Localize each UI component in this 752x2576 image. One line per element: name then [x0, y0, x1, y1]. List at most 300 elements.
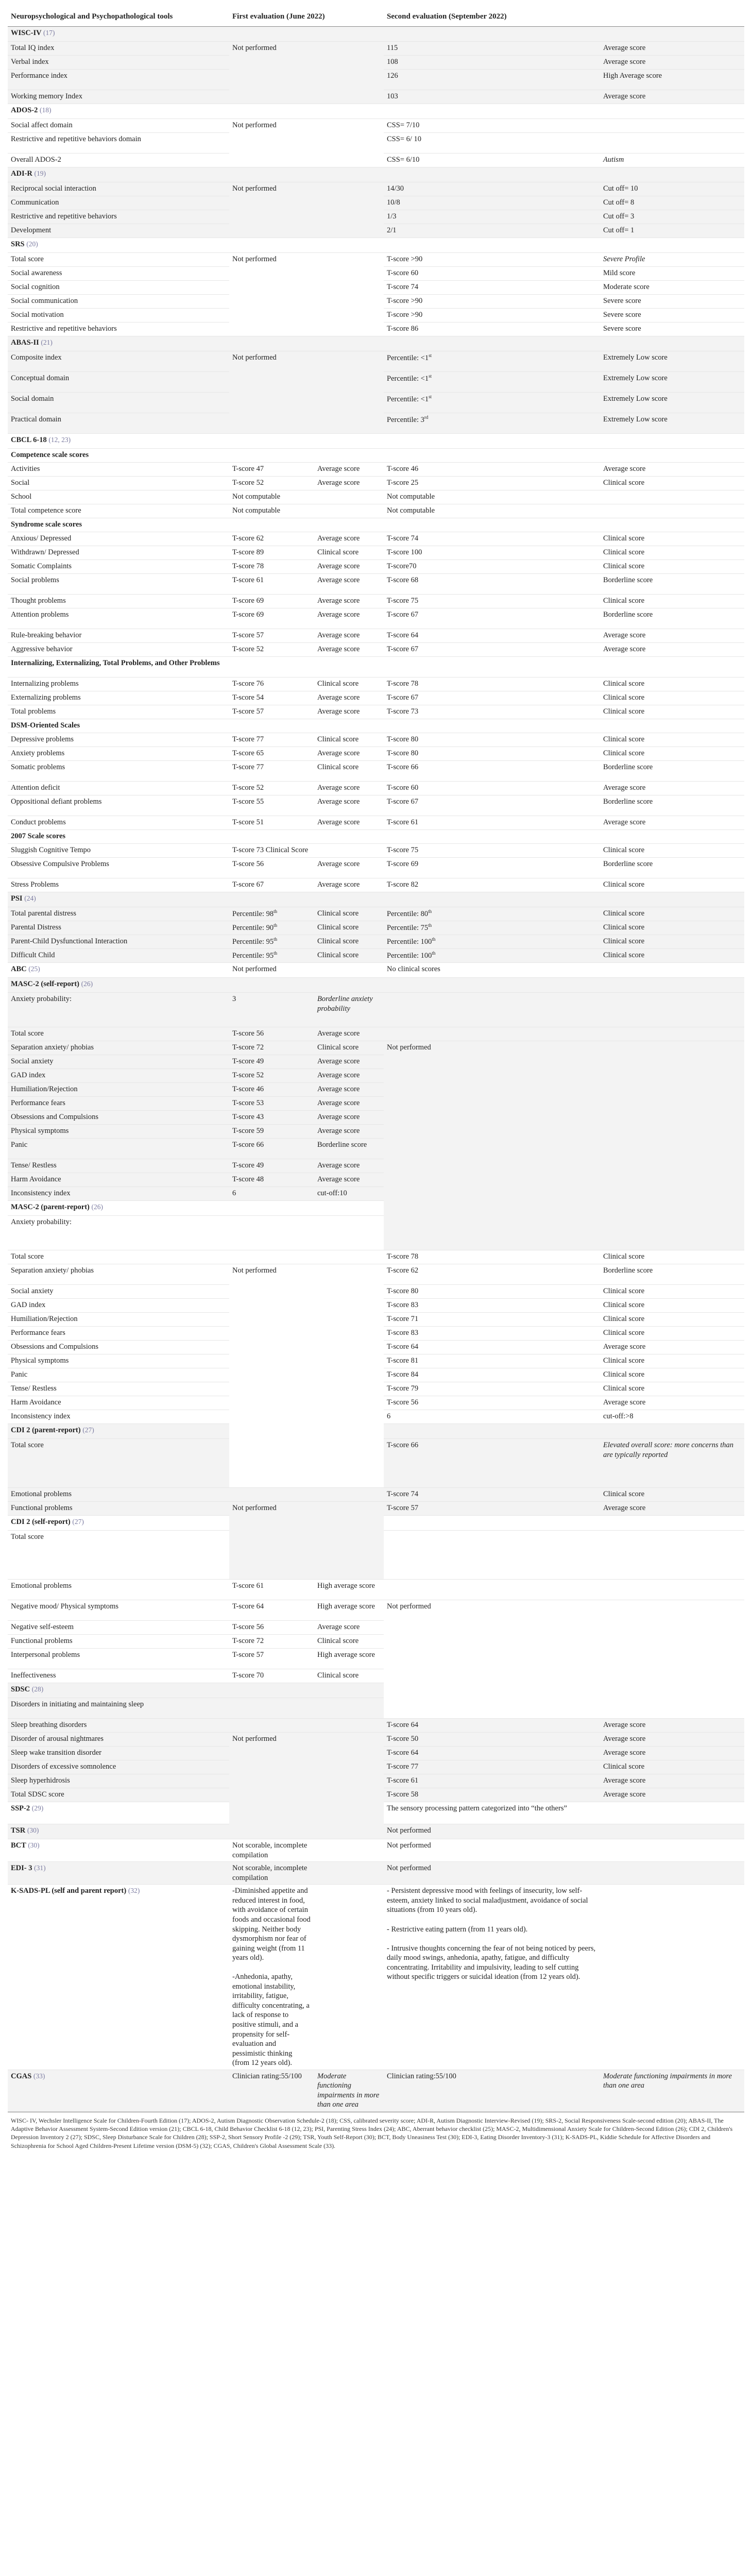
- second-eval-interpretation: [600, 167, 744, 182]
- row-label: Disorders in initiating and maintaining sleep: [8, 1698, 229, 1719]
- row-label: EDI- 3 (31): [8, 1862, 229, 1885]
- second-eval-score: [384, 104, 600, 119]
- second-eval-interpretation: [600, 434, 744, 449]
- first-eval-cell: Not computable: [229, 504, 384, 518]
- row-label: Total score: [8, 1250, 229, 1264]
- table-row: [8, 595, 744, 608]
- first-eval-interpretation: [314, 238, 384, 253]
- reference-citation: (27): [72, 1518, 84, 1526]
- row-label: Parent-Child Dysfunctional Interaction: [8, 935, 229, 949]
- row-label: Reciprocal social interaction: [8, 182, 229, 196]
- table-row: [8, 657, 744, 677]
- row-label: Total score: [8, 253, 229, 267]
- row-label: Depressive problems: [8, 733, 229, 747]
- row-label: Inconsistency index: [8, 1410, 229, 1424]
- row-label: Anxiety probability:: [8, 993, 229, 1027]
- first-eval-score: T-score 77: [229, 761, 314, 782]
- second-eval-interpretation: [600, 1824, 744, 1839]
- row-label: Syndrome scale scores: [8, 518, 229, 532]
- first-eval-cell: Not computable: [229, 490, 384, 504]
- row-label: Total score: [8, 1439, 229, 1488]
- second-eval-score: Not performed: [384, 1839, 600, 1862]
- second-eval-interpretation: Borderline score: [600, 608, 744, 629]
- first-eval-interpretation: Average score: [314, 1621, 384, 1635]
- first-eval-interpretation: Average score: [314, 1111, 384, 1125]
- second-eval-interpretation: Extremely Low score: [600, 372, 744, 393]
- row-label: Anxious/ Depressed: [8, 532, 229, 546]
- row-label: Internalizing, Externalizing, Total Problems, and Other Problems: [8, 657, 229, 677]
- first-eval-interpretation: High average score: [314, 1649, 384, 1669]
- row-label: Social domain: [8, 393, 229, 413]
- second-eval-interpretation: Average score: [600, 1341, 744, 1354]
- first-eval-score: [229, 434, 314, 449]
- table-row: [8, 949, 744, 963]
- second-eval-interpretation: Elevated overall score: more concerns than are typically reported: [600, 1439, 744, 1488]
- second-eval-score: [384, 518, 600, 532]
- second-eval-score: Not performed: [384, 1862, 600, 1885]
- first-eval-score: T-score 49: [229, 1159, 314, 1173]
- second-eval-score: T-score 100: [384, 546, 600, 560]
- first-eval-score: T-score 59: [229, 1125, 314, 1139]
- second-eval-interpretation: Clinical score: [600, 705, 744, 719]
- second-eval-interpretation: Borderline score: [600, 858, 744, 878]
- first-eval-interpretation: Moderate functioning impairments in more than one area: [314, 2070, 384, 2111]
- row-label: Disorder of arousal nightmares: [8, 1733, 229, 1747]
- first-eval-score: [229, 449, 314, 463]
- row-label: Practical domain: [8, 413, 229, 434]
- table-header-row: [8, 7, 744, 27]
- second-eval-score: T-score 80: [384, 733, 600, 747]
- row-label: Overall ADOS-2: [8, 154, 229, 167]
- second-eval-interpretation: [600, 119, 744, 133]
- first-eval-interpretation: [314, 1683, 384, 1698]
- second-eval-score: 14/30: [384, 182, 600, 196]
- row-label: Working memory Index: [8, 90, 229, 104]
- reference-citation: (18): [40, 106, 52, 114]
- first-eval-score: T-score 73 Clinical Score: [229, 844, 314, 858]
- second-eval-interpretation: Severe score: [600, 295, 744, 309]
- row-label: Development: [8, 224, 229, 238]
- table-row: [8, 761, 744, 782]
- second-eval-score: T-score >90: [384, 309, 600, 323]
- second-eval-score: T-score 56: [384, 1396, 600, 1410]
- table-row: [8, 878, 744, 892]
- second-eval-interpretation: Severe score: [600, 323, 744, 336]
- row-label: Sleep wake transition disorder: [8, 1747, 229, 1760]
- first-eval-score: [229, 657, 314, 677]
- second-eval-interpretation: Clinical score: [600, 595, 744, 608]
- second-eval-interpretation: [600, 830, 744, 844]
- second-eval-interpretation: Clinical score: [600, 733, 744, 747]
- second-eval-score: T-score 66: [384, 1439, 600, 1488]
- first-eval-score: Percentile: 98th: [229, 907, 314, 921]
- table-row: [8, 1041, 744, 1055]
- second-eval-score: T-score 64: [384, 629, 600, 643]
- second-eval-score: T-score 75: [384, 844, 600, 858]
- second-eval-interpretation: Average score: [600, 643, 744, 657]
- row-label: Obsessions and Compulsions: [8, 1341, 229, 1354]
- table-row: [8, 993, 744, 1027]
- second-eval-score: T-score 50: [384, 1733, 600, 1747]
- second-eval-interpretation: Cut off= 8: [600, 196, 744, 210]
- second-eval-interpretation: Borderline score: [600, 761, 744, 782]
- second-eval-score: - Persistent depressive mood with feelings of insecurity, low self-esteem, anxiety linked to social maladjustment, avoidance of social situations (from 10 years old). - Restrictive eating pattern (from 11 years old). - Intrusive thoughts concerning the fear of not being noticed by peers, daily mood swings, anhedonia, apathy, fatigue, and difficulty concentrating. Irritability and impulsivity, leading to self cutting without specific triggers or suicidal ideation (from 12 years old).: [384, 1885, 600, 2070]
- row-label: CDI 2 (parent-report) (27): [8, 1424, 229, 1439]
- first-eval-score: [229, 104, 314, 119]
- second-eval-interpretation: [600, 1839, 744, 1862]
- table-row: [8, 532, 744, 546]
- table-row: [8, 504, 744, 518]
- second-eval-score: [384, 657, 600, 677]
- second-eval-score: Percentile: <1st: [384, 393, 600, 413]
- table-section-row: [8, 1885, 744, 2070]
- row-label: Composite index: [8, 351, 229, 372]
- first-eval-interpretation: [314, 963, 384, 978]
- row-label: DSM-Oriented Scales: [8, 719, 229, 733]
- first-eval-score: T-score 77: [229, 733, 314, 747]
- first-eval-score: [229, 1683, 314, 1698]
- row-label: Harm Avoidance: [8, 1173, 229, 1187]
- second-eval-interpretation: Clinical score: [600, 546, 744, 560]
- table-row: [8, 182, 744, 196]
- second-eval-interpretation: Clinical score: [600, 1368, 744, 1382]
- first-eval-score: T-score 69: [229, 595, 314, 608]
- first-eval-interpretation: Clinical score: [314, 677, 384, 691]
- table-row: [8, 643, 744, 657]
- second-eval-score: [384, 238, 600, 253]
- second-eval-interpretation: [600, 719, 744, 733]
- table-row: [8, 463, 744, 477]
- table-section-row: [8, 2070, 744, 2111]
- second-eval-interpretation: Average score: [600, 816, 744, 830]
- row-label: Competence scale scores: [8, 449, 229, 463]
- second-eval-score: CSS= 6/ 10: [384, 133, 600, 154]
- second-eval-interpretation: [600, 892, 744, 907]
- row-label: Somatic problems: [8, 761, 229, 782]
- row-label: Performance fears: [8, 1327, 229, 1341]
- table-section-row: [8, 104, 744, 119]
- second-eval-interpretation: Clinical score: [600, 1313, 744, 1327]
- first-eval-score: [229, 892, 314, 907]
- first-eval-score: T-score 57: [229, 705, 314, 719]
- first-eval-interpretation: Borderline anxiety probability: [314, 993, 384, 1027]
- first-eval-interpretation: Clinical score: [314, 935, 384, 949]
- row-label: School: [8, 490, 229, 504]
- second-eval-score: T-score 74: [384, 1488, 600, 1502]
- first-eval-score: Not scorable, incomplete compilation: [229, 1862, 314, 1885]
- row-label: ADOS-2 (18): [8, 104, 229, 119]
- first-eval-score: [229, 978, 314, 993]
- table-row: [8, 449, 744, 463]
- second-eval-interpretation: Clinical score: [600, 1488, 744, 1502]
- second-eval-score: [384, 719, 600, 733]
- row-label: Communication: [8, 196, 229, 210]
- second-eval-interpretation: Clinical score: [600, 907, 744, 921]
- row-label: Social cognition: [8, 281, 229, 295]
- first-eval-score: T-score 72: [229, 1041, 314, 1055]
- table-row: [8, 119, 744, 133]
- second-eval-score: Percentile: 100th: [384, 949, 600, 963]
- second-eval-score: T-score 67: [384, 643, 600, 657]
- row-label: Emotional problems: [8, 1488, 229, 1502]
- first-eval-score: T-score 62: [229, 532, 314, 546]
- first-eval-score: Percentile: 95th: [229, 949, 314, 963]
- second-eval-score: [384, 978, 600, 993]
- first-eval-score: [229, 1719, 314, 1733]
- not-performed-cell: Not performed: [229, 1502, 384, 1580]
- second-eval-score: 108: [384, 56, 600, 70]
- table-row: [8, 490, 744, 504]
- second-eval-score: 2/1: [384, 224, 600, 238]
- first-eval-interpretation: Average score: [314, 595, 384, 608]
- first-eval-interpretation: Borderline score: [314, 1139, 384, 1159]
- first-eval-score: T-score 56: [229, 1027, 314, 1041]
- second-eval-interpretation: Autism: [600, 154, 744, 167]
- table-section-row: [8, 27, 744, 42]
- not-performed-cell: Not performed: [229, 182, 384, 238]
- table-row: [8, 1027, 744, 1041]
- row-label: Obsessions and Compulsions: [8, 1111, 229, 1125]
- second-eval-score: [384, 449, 600, 463]
- row-label: Obsessive Compulsive Problems: [8, 858, 229, 878]
- second-eval-interpretation: Clinical score: [600, 921, 744, 935]
- first-eval-interpretation: Average score: [314, 560, 384, 574]
- table-row: [8, 629, 744, 643]
- first-eval-interpretation: Average score: [314, 691, 384, 705]
- second-eval-score: T-score 81: [384, 1354, 600, 1368]
- second-eval-score: T-score 80: [384, 747, 600, 761]
- second-eval-score: T-score 84: [384, 1368, 600, 1382]
- second-eval-interpretation: Extremely Low score: [600, 413, 744, 434]
- second-eval-score: T-score 77: [384, 1760, 600, 1774]
- second-eval-score: T-score 80: [384, 1285, 600, 1299]
- table-row: [8, 1502, 744, 1516]
- second-eval-score: T-score 75: [384, 595, 600, 608]
- table-row: [8, 1600, 744, 1621]
- second-eval-interpretation: [600, 963, 744, 978]
- second-eval-score: [384, 336, 600, 351]
- table-row: [8, 546, 744, 560]
- second-eval-score: T-score 78: [384, 677, 600, 691]
- second-eval-score: T-score 64: [384, 1341, 600, 1354]
- second-eval-interpretation: Average score: [600, 782, 744, 795]
- second-eval-score: Percentile: <1st: [384, 351, 600, 372]
- second-eval-interpretation: Clinical score: [600, 532, 744, 546]
- header-second-evaluation: Second evaluation (September 2022): [384, 7, 744, 27]
- row-label: Interpersonal problems: [8, 1649, 229, 1669]
- table-section-row: [8, 238, 744, 253]
- second-eval-score: T-score 58: [384, 1788, 600, 1802]
- first-eval-score: T-score 49: [229, 1055, 314, 1069]
- second-eval-score: T-score 25: [384, 477, 600, 490]
- first-eval-score: Not performed: [229, 963, 314, 978]
- second-eval-score: T-score 46: [384, 463, 600, 477]
- table-section-row: [8, 963, 744, 978]
- table-section-row: [8, 336, 744, 351]
- table-row: [8, 608, 744, 629]
- row-label: MASC-2 (parent-report) (26): [8, 1201, 229, 1216]
- row-label: Negative self-esteem: [8, 1621, 229, 1635]
- first-eval-score: Clinician rating:55/100: [229, 2070, 314, 2111]
- row-label: CBCL 6-18 (12, 23): [8, 434, 229, 449]
- first-eval-score: [229, 1698, 314, 1719]
- first-eval-interpretation: [314, 434, 384, 449]
- first-eval-interpretation: [314, 1698, 384, 1719]
- reference-citation: (12, 23): [48, 436, 71, 444]
- table-section-row: [8, 434, 744, 449]
- row-label: Internalizing problems: [8, 677, 229, 691]
- first-eval-interpretation: [314, 167, 384, 182]
- second-eval-score: T-score 57: [384, 1502, 600, 1516]
- not-performed-cell: Not performed: [384, 1041, 744, 1250]
- row-label: Social communication: [8, 295, 229, 309]
- first-eval-interpretation: [314, 336, 384, 351]
- row-label: Restrictive and repetitive behaviors domain: [8, 133, 229, 154]
- first-eval-interpretation: Average score: [314, 608, 384, 629]
- first-eval-score: T-score 61: [229, 1580, 314, 1600]
- table-section-row: [8, 1862, 744, 1885]
- first-eval-score: Percentile: 95th: [229, 935, 314, 949]
- row-label: SSP-2 (29): [8, 1802, 229, 1824]
- second-eval-score: T-score >90: [384, 295, 600, 309]
- table-row: [8, 1264, 744, 1285]
- first-eval-interpretation: [314, 844, 384, 858]
- first-eval-interpretation: Clinical score: [314, 907, 384, 921]
- table-row: [8, 1250, 744, 1264]
- first-eval-score: [229, 719, 314, 733]
- first-eval-interpretation: [314, 1488, 384, 1502]
- first-eval-score: 3: [229, 993, 314, 1027]
- first-eval-score: [229, 238, 314, 253]
- second-eval-score: [384, 1027, 600, 1041]
- row-label: Aggressive behavior: [8, 643, 229, 657]
- first-eval-interpretation: [314, 27, 384, 42]
- row-label: Negative mood/ Physical symptoms: [8, 1600, 229, 1621]
- second-eval-score: T-score 73: [384, 705, 600, 719]
- reference-citation: (25): [28, 965, 40, 973]
- second-eval-score: T-score 82: [384, 878, 600, 892]
- row-label: Total score: [8, 1531, 229, 1580]
- first-eval-interpretation: High average score: [314, 1600, 384, 1621]
- second-eval-interpretation: Severe score: [600, 309, 744, 323]
- first-eval-interpretation: [314, 1862, 384, 1885]
- not-performed-cell: Not performed: [384, 1600, 744, 1719]
- row-label: Sluggish Cognitive Tempo: [8, 844, 229, 858]
- first-eval-score: [229, 1201, 314, 1216]
- second-eval-interpretation: Average score: [600, 42, 744, 56]
- second-eval-score: [384, 167, 600, 182]
- first-eval-score: T-score 78: [229, 560, 314, 574]
- second-eval-interpretation: Clinical score: [600, 1285, 744, 1299]
- table-row: [8, 830, 744, 844]
- first-eval-score: T-score 56: [229, 1621, 314, 1635]
- first-eval-interpretation: Average score: [314, 858, 384, 878]
- first-eval-score: Not scorable, incomplete compilation: [229, 1839, 314, 1862]
- second-eval-interpretation: Moderate functioning impairments in more than one area: [600, 2070, 744, 2111]
- first-eval-interpretation: [314, 657, 384, 677]
- row-label: Externalizing problems: [8, 691, 229, 705]
- row-label: Functional problems: [8, 1502, 229, 1516]
- reference-citation: (28): [31, 1685, 44, 1693]
- second-eval-interpretation: Average score: [600, 629, 744, 643]
- first-eval-interpretation: Average score: [314, 878, 384, 892]
- table-section-row: [8, 892, 744, 907]
- first-eval-score: [229, 1216, 314, 1250]
- table-row: [8, 795, 744, 816]
- first-eval-interpretation: Average score: [314, 816, 384, 830]
- row-label: Anxiety probability:: [8, 1216, 229, 1250]
- first-eval-score: [229, 1250, 314, 1264]
- table-row: [8, 935, 744, 949]
- first-eval-interpretation: Average score: [314, 574, 384, 595]
- second-eval-score: T-score 74: [384, 281, 600, 295]
- second-eval-interpretation: Extremely Low score: [600, 393, 744, 413]
- table-row: [8, 253, 744, 267]
- row-label: Separation anxiety/ phobias: [8, 1041, 229, 1055]
- first-eval-interpretation: Average score: [314, 477, 384, 490]
- not-performed-cell: Not performed: [229, 1733, 384, 1839]
- second-eval-interpretation: Clinical score: [600, 1250, 744, 1264]
- first-eval-interpretation: Average score: [314, 1159, 384, 1173]
- row-label: Sleep hyperhidrosis: [8, 1774, 229, 1788]
- table-section-row: [8, 1839, 744, 1862]
- not-performed-cell: Not performed: [229, 351, 384, 434]
- second-eval-interpretation: [600, 1802, 744, 1824]
- second-eval-score: [384, 27, 600, 42]
- row-label: Panic: [8, 1139, 229, 1159]
- first-eval-interpretation: Clinical score: [314, 733, 384, 747]
- table-section-row: [8, 978, 744, 993]
- first-eval-score: T-score 65: [229, 747, 314, 761]
- second-eval-interpretation: [600, 978, 744, 993]
- first-eval-interpretation: Clinical score: [314, 546, 384, 560]
- first-eval-score: Percentile: 90th: [229, 921, 314, 935]
- first-eval-interpretation: Average score: [314, 643, 384, 657]
- second-eval-score: T-score 61: [384, 816, 600, 830]
- row-label: Total problems: [8, 705, 229, 719]
- second-eval-interpretation: [600, 1862, 744, 1885]
- second-eval-interpretation: Severe Profile: [600, 253, 744, 267]
- second-eval-score: T-score 64: [384, 1747, 600, 1760]
- first-eval-interpretation: cut-off:10: [314, 1187, 384, 1201]
- reference-citation: (20): [26, 240, 38, 248]
- row-label: Social problems: [8, 574, 229, 595]
- first-eval-interpretation: [314, 1201, 384, 1216]
- second-eval-interpretation: [600, 1531, 744, 1580]
- second-eval-score: 6: [384, 1410, 600, 1424]
- row-label: Conceptual domain: [8, 372, 229, 393]
- first-eval-interpretation: [314, 1885, 384, 2070]
- header-first-evaluation: First evaluation (June 2022): [229, 7, 384, 27]
- row-label: Physical symptoms: [8, 1125, 229, 1139]
- first-eval-score: T-score 64: [229, 1600, 314, 1621]
- first-eval-interpretation: [314, 1250, 384, 1264]
- second-eval-score: [384, 1424, 600, 1439]
- second-eval-score: 1/3: [384, 210, 600, 224]
- first-eval-interpretation: Clinical score: [314, 1635, 384, 1649]
- first-eval-interpretation: [314, 719, 384, 733]
- row-label: SRS (20): [8, 238, 229, 253]
- row-label: CGAS (33): [8, 2070, 229, 2111]
- table-row: [8, 782, 744, 795]
- not-performed-cell: Not performed: [229, 42, 384, 104]
- second-eval-interpretation: Average score: [600, 1747, 744, 1760]
- row-label: GAD index: [8, 1299, 229, 1313]
- first-eval-interpretation: Average score: [314, 1125, 384, 1139]
- table-row: [8, 844, 744, 858]
- second-eval-interpretation: Clinical score: [600, 844, 744, 858]
- second-eval-interpretation: Clinical score: [600, 677, 744, 691]
